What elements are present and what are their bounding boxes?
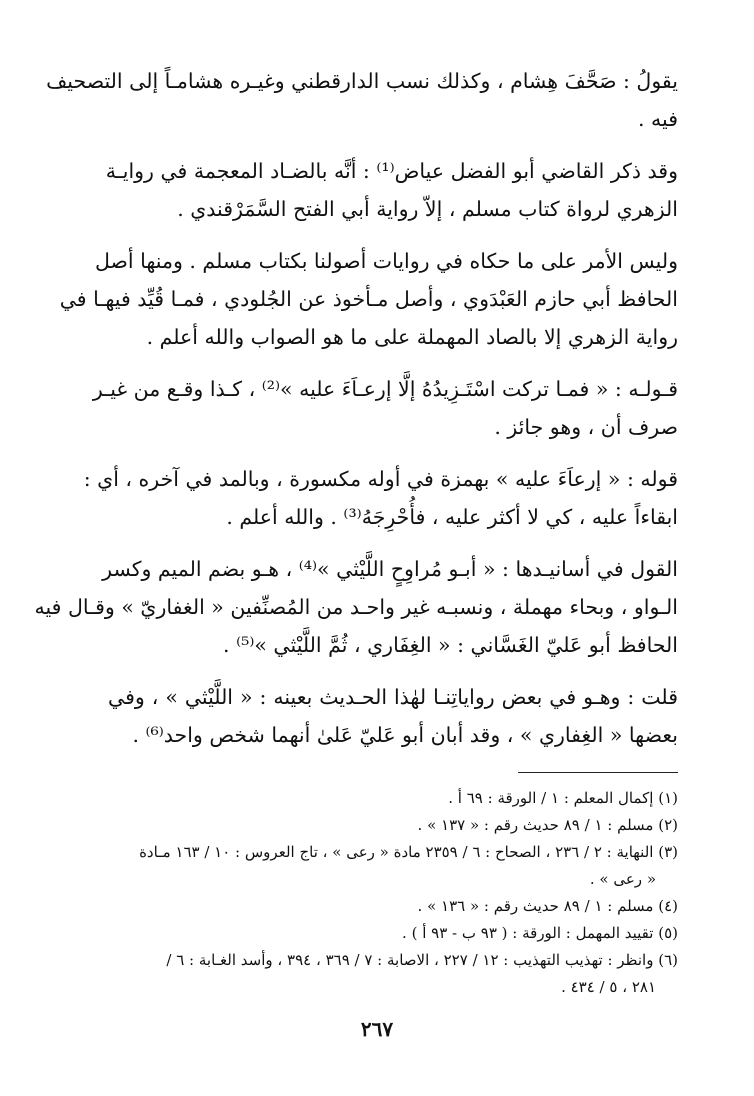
footnote-line: (٤) مسلم : ١ / ٨٩ حديث رقم : « ١٣٦ » . (417, 897, 678, 915)
footnotes (108, 785, 678, 1001)
footnote-line: (٦) وانظر : تهذيب التهذيب : ١٢ / ٢٢٧ ، الاصابة : ٧ / ٣٦٩ ، ٣٩٤ ، وأسد الغـابة : ٦ / (166, 951, 678, 969)
text-line: فيه . (637, 107, 678, 131)
text-line: يقولُ : صَحَّفَ هِشام ، وكذلك نسب الدارقطني وغيـره هشامـاً إلى التصحيف (46, 69, 678, 93)
paragraph (59, 242, 678, 356)
text-line: الحافظ أبي حازم العَبْدَوي ، وأصل مـأخوذ عن الجُلودي ، فمـا قُيِّد فيهـا في (59, 287, 678, 311)
text-line: وليس الأمر على ما حكاه في روايات أصولنا بكتاب مسلم . ومنها أصل (94, 249, 678, 273)
text-line: قـولـه : « فمـا تركت اسْتَـزِيدُهُ إلَّا إرعـاَءَ عليه »⁽²⁾ ، كـذا وقـع من غيـر (92, 377, 678, 401)
main-text (34, 62, 678, 754)
page-number: ٢٦٧ (360, 1017, 394, 1041)
text-line: الحافظ أبو عَليّ الغَسَّاني : « الغِفَاري ، ثُمَّ اللَّيْثي »⁽⁵⁾ . (223, 633, 678, 657)
footnote-line: (٥) تقييد المهمل : الورقة : ( ٩٣ ب - ٩٣ أ ) . (402, 924, 678, 942)
paragraph (83, 460, 678, 536)
text-line: الـواو ، وبحاء مهملة ، ونسبـه غير واحـد من المُصنِّفين « الغفاريّ » وقـال فيه (34, 595, 678, 619)
footnote-separator (518, 772, 678, 773)
text-line: وقد ذكر القاضي أبو الفضل عياض⁽¹⁾ : أنَّه بالضـاد المعجمة في روايـة (105, 159, 678, 183)
footnote-line: ٢٨١ ، ٥ / ٤٣٤ . (561, 978, 656, 996)
text-line: ابقاءاً عليه ، كي لا أكثر عليه ، فأُحْرِجَهُ⁽³⁾ . والله أعلم . (226, 505, 678, 529)
text-line: رواية الزهري إلا بالصاد المهملة على ما هو الصواب والله أعلم . (146, 325, 678, 349)
paragraph (105, 152, 678, 228)
footnote-line: « رعى » . (589, 870, 656, 888)
text-line: قوله : « إرعاَءَ عليه » بهمزة في أوله مكسورة ، وبالمد في آخره ، أي : (83, 467, 678, 491)
paragraph (92, 370, 678, 446)
text-line: قلت : وهـو في بعض رواياتِنـا لهٰذا الحـديث بعينه : « اللَّيْثي » ، وفي (108, 685, 678, 709)
text-line: بعضها « الغِفاري » ، وقد أبان أبو عَليّ عَلىٰ أنهما شخص واحد⁽⁶⁾ . (132, 723, 678, 747)
footnote-line: (١) إكمال المعلم : ١ / الورقة : ٦٩ أ . (448, 789, 678, 807)
paragraph (46, 62, 678, 138)
footnote-line: (٣) النهاية : ٢ / ٢٣٦ ، الصحاح : ٦ / ٢٣٥٩ مادة « رعى » ، تاج العروس : ١٠ / ١٦٣ مـادة (139, 843, 678, 861)
text-line: صرف أن ، وهو جائز . (494, 415, 678, 439)
footnote-line: (٢) مسلم : ١ / ٨٩ حديث رقم : « ١٣٧ » . (417, 816, 678, 834)
paragraph (108, 678, 678, 754)
paragraph (34, 550, 678, 664)
page-body (34, 62, 678, 1001)
text-line: الزهري لرواة كتاب مسلم ، إلاّ رواية أبي الفتح السَّمَرْقندي . (177, 197, 678, 221)
text-line: القول في أسانيـدها : « أبـو مُراوِحٍ اللَّيْثي »⁽⁴⁾ ، هـو بضم الميم وكسر (102, 557, 678, 581)
